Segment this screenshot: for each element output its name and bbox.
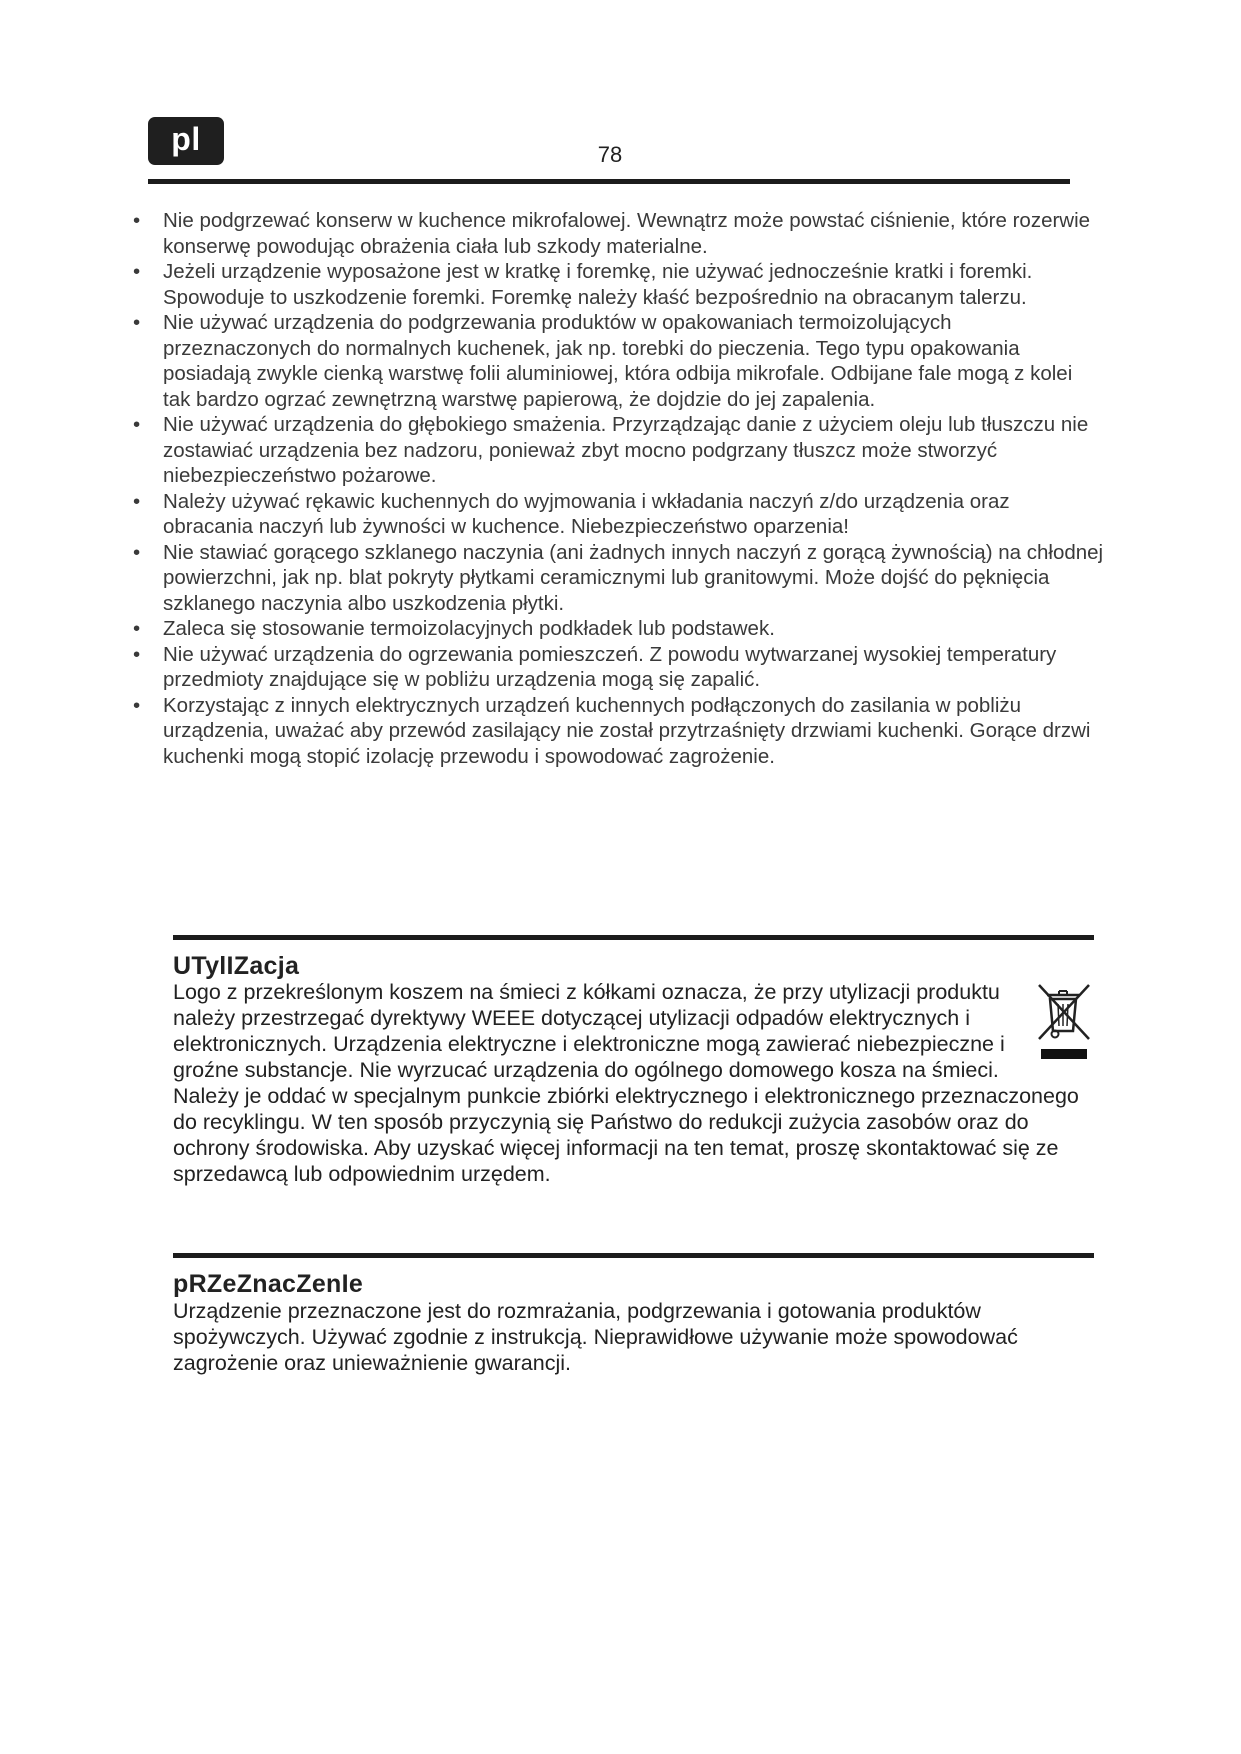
disposal-text: Logo z przekreślonym koszem na śmieci z kółkami oznacza, że przy utylizacji produktu należy przestrzegać dyrektywy WEEE dotyczącej utylizacji odpadów elektrycznych i elektronicznych. Urządzenia elektryczne i elektroniczne mogą zawierać niebezpieczne i groźne substancje. Nie wyrzucać urządzenia do ogólnego domowego kosza na śmieci. Należy je oddać w specjalnym punkcie zbiórki elektrycznego i elektronicznego przeznaczonego do recyklingu. W ten sposób przyczynią się Państwo do redukcji zużycia zasobów oraz do ochrony środowiska. Aby uzyskać więcej informacji na ten temat, proszę skontaktować się ze sprzedawcą lub odpowiednim urzędem. bbox=[173, 980, 1079, 1186]
list-item: • Zaleca się stosowanie termoizolacyjnych podkładek lub podstawek. bbox=[130, 616, 1105, 642]
language-badge: pl bbox=[148, 117, 224, 165]
page-number: 78 bbox=[597, 142, 623, 167]
list-item: • Nie podgrzewać konserw w kuchence mikrofalowej. Wewnątrz może powstać ciśnienie, które rozerwie konserwę powodując obrażenia ciała lub szkody materialne. bbox=[130, 208, 1105, 259]
disposal-title: UTylIZacja bbox=[173, 952, 300, 980]
list-item: • Nie stawiać gorącego szklanego naczynia (ani żadnych innych naczyń z gorącą żywnością) na chłodnej powierzchni, jak np. blat pokryty płytkami ceramicznymi lub granitowymi. Może dojść do pęknięcia szklanego naczynia albo uszkodzenia płytki. bbox=[130, 540, 1105, 617]
purpose-divider bbox=[173, 1253, 1094, 1258]
list-item: • Nie używać urządzenia do podgrzewania produktów w opakowaniach termoizolujących przeznaczonych do normalnych kuchenek, jak np. torebki do pieczenia. Tego typu opakowania posiadają zwykle cienką warstwę folii aluminiowej, która odbija mikrofale. Odbijane fale mogą z kolei tak bardzo ogrzać zewnętrzną warstwę papierową, że dojdzie do jej zapalenia. bbox=[130, 310, 1105, 412]
disposal-section bbox=[173, 979, 1095, 1187]
list-item: • Korzystając z innych elektrycznych urządzeń kuchennych podłączonych do zasilania w pobliżu urządzenia, uważać aby przewód zasilający nie został przytrzaśnięty drzwiami kuchenki. Gorące drzwi kuchenki mogą stopić izolację przewodu i spowodować zagrożenie. bbox=[130, 693, 1105, 770]
crossed-out-wheelie-bin-icon bbox=[1033, 981, 1095, 1063]
disposal-divider bbox=[173, 935, 1094, 940]
purpose-text: Urządzenie przeznaczone jest do rozmrażania, podgrzewania i gotowania produktów spożywczych. Używać zgodnie z instrukcją. Nieprawidłowe używanie może spowodować zagrożenie oraz unieważnienie gwarancji. bbox=[173, 1299, 1018, 1375]
purpose-title: pRZeZnacZenIe bbox=[173, 1270, 364, 1298]
list-item: • Należy używać rękawic kuchennych do wyjmowania i wkładania naczyń z/do urządzenia oraz obracania naczyń lub żywności w kuchence. Niebezpieczeństwo oparzenia! bbox=[130, 489, 1105, 540]
safety-instructions-list bbox=[130, 208, 1105, 769]
list-item: • Nie używać urządzenia do ogrzewania pomieszczeń. Z powodu wytwarzanej wysokiej temperatury przedmioty znajdujące się w pobliżu urządzenia mogą się zapalić. bbox=[130, 642, 1105, 693]
list-item: • Jeżeli urządzenie wyposażone jest w kratkę i foremkę, nie używać jednocześnie kratki i foremki. Spowoduje to uszkodzenie foremki. Foremkę należy kłaść bezpośrednio na obracanym talerzu. bbox=[130, 259, 1105, 310]
list-item: • Nie używać urządzenia do głębokiego smażenia. Przyrządzając danie z użyciem oleju lub tłuszczu nie zostawiać urządzenia bez nadzoru, ponieważ zbyt mocno podgrzany tłuszcz może stworzyć niebezpieczeństwo pożarowe. bbox=[130, 412, 1105, 489]
header-divider bbox=[148, 179, 1070, 184]
